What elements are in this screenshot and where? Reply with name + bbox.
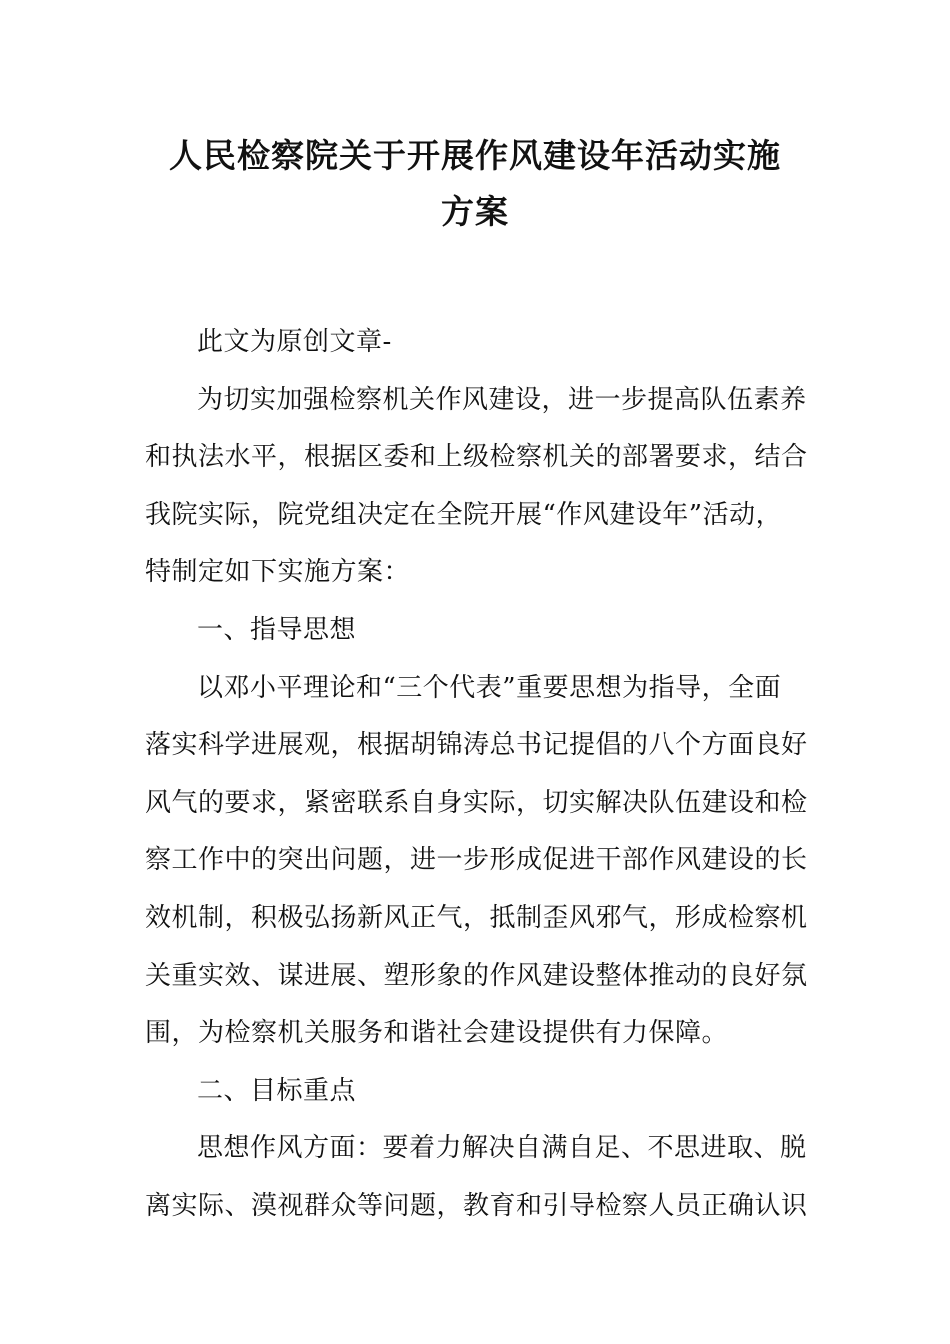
paragraph-line: 围，为检察机关服务和谐社会建设提供有力保障。 (145, 1018, 729, 1049)
paragraph-line: 我院实际，院党组决定在全院开展“作风建设年”活动， (145, 499, 783, 530)
paragraph-line: 离实际、漠视群众等问题，教育和引导检察人员正确认识 (145, 1190, 808, 1221)
title-line-2: 方案 (441, 192, 509, 231)
paragraph-line: 以邓小平理论和“三个代表”重要思想为指导，全面 (197, 672, 782, 703)
document-title (140, 128, 810, 240)
original-note: 此文为原创文章- (197, 327, 392, 357)
document-body (145, 314, 810, 1236)
paragraph-line: 察工作中的突出问题，进一步形成促进干部作风建设的长 (145, 845, 808, 876)
paragraph-line: 思想作风方面：要着力解决自满自足、不思进取、脱 (197, 1133, 807, 1164)
title-line-1: 人民检察院关于开展作风建设年活动实施 (169, 136, 781, 175)
paragraph-line: 关重实效、谋进展、塑形象的作风建设整体推动的良好氛 (145, 960, 808, 991)
paragraph-line: 特制定如下实施方案： (145, 557, 411, 588)
paragraph-line: 效机制，积极弘扬新风正气，抵制歪风邪气，形成检察机 (145, 902, 808, 933)
paragraph-line: 风气的要求，紧密联系自身实际，切实解决队伍建设和检 (145, 787, 808, 818)
paragraph-line: 和执法水平，根据区委和上级检察机关的部署要求，结合 (145, 442, 808, 473)
paragraph-line: 为切实加强检察机关作风建设，进一步提高队伍素养 (197, 384, 807, 415)
paragraph-line: 落实科学进展观，根据胡锦涛总书记提倡的八个方面良好 (145, 730, 808, 761)
section-heading-1: 一、指导思想 (197, 614, 357, 645)
section-heading-2: 二、目标重点 (197, 1075, 357, 1106)
